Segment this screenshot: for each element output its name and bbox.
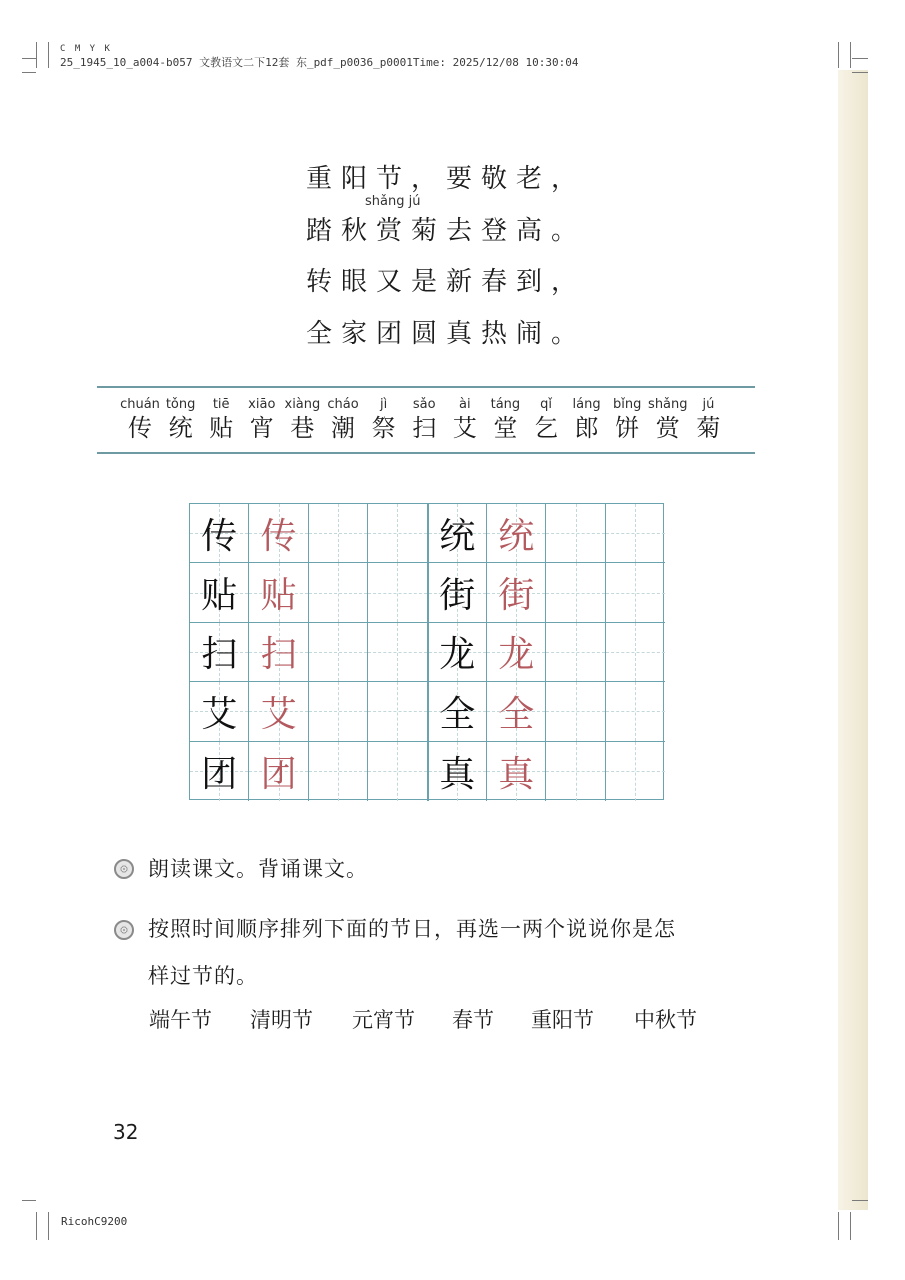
grid-cell (249, 682, 308, 741)
festival-6: 中秋节 (634, 1008, 697, 1032)
new-char-item (282, 396, 322, 442)
page-number: 32 (113, 1120, 139, 1144)
file-info: 25_1945_10_a004-b057 文教语文二下12套 东_pdf_p0036_p0001Time: 2025/12/08 10:30:04 (60, 56, 579, 69)
grid-cell (487, 742, 546, 801)
grid-cell (546, 563, 605, 622)
crop-mark-bottom-right-v (838, 1212, 839, 1240)
grid-cell (428, 682, 487, 741)
printer-code: RicohC9200 (61, 1215, 128, 1228)
new-char-hanzi: 堂 (493, 414, 518, 442)
new-char-pinyin: cháo (327, 397, 359, 412)
grid-cell (428, 563, 487, 622)
new-char-hanzi: 艾 (452, 414, 477, 442)
new-char-item (567, 396, 607, 442)
new-char-hanzi: 巷 (290, 414, 315, 442)
new-char-hanzi: 郎 (574, 414, 599, 442)
grid-cell (428, 504, 487, 563)
new-char-item (485, 396, 525, 442)
grid-cell (487, 623, 546, 682)
new-char-item (688, 396, 728, 442)
grid-cell (606, 504, 665, 563)
grid-cell (546, 504, 605, 563)
read-aloud-icon (114, 859, 134, 879)
grid-cell (546, 742, 605, 801)
festival-2: 清明节 (250, 1008, 313, 1032)
grid-cell (309, 563, 368, 622)
new-char-pinyin: xiàng (284, 397, 321, 412)
new-char-item (607, 396, 647, 442)
crop-mark-top-right-h (852, 58, 868, 59)
new-char-hanzi: 饼 (615, 414, 640, 442)
trace-character: 扫 (260, 634, 297, 676)
trace-character: 统 (498, 515, 535, 557)
grid-cell (487, 563, 546, 622)
trace-character: 街 (498, 575, 535, 617)
new-char-item (404, 396, 444, 442)
discuss-icon (114, 920, 134, 940)
task-1-text: 朗读课文。背诵课文。 (148, 857, 368, 881)
grid-cell (487, 682, 546, 741)
festival-3: 元宵节 (352, 1008, 415, 1032)
new-char-pinyin: qǐ (540, 397, 552, 412)
model-character: 街 (439, 575, 476, 617)
grid-cell (606, 682, 665, 741)
grid-cell (190, 623, 249, 682)
grid-cell (368, 682, 427, 741)
crop-mark-top-right-h2 (852, 72, 868, 73)
new-char-hanzi: 贴 (209, 414, 234, 442)
grid-cell (309, 504, 368, 563)
new-char-pinyin: láng (572, 397, 601, 412)
new-char-pinyin: jì (379, 397, 388, 412)
grid-cell (487, 504, 546, 563)
crop-mark-bottom-left-h (22, 1200, 36, 1201)
grid-cell (428, 742, 487, 801)
new-char-pinyin: chuán (120, 397, 160, 412)
grid-cell (368, 623, 427, 682)
color-codes: C M Y K (60, 44, 112, 54)
new-char-pinyin: sǎo (412, 397, 436, 412)
grid-cell (546, 623, 605, 682)
grid-cell (309, 682, 368, 741)
poem-pinyin-annotation: shǎng jú (365, 194, 421, 209)
band-bottom-line (97, 452, 755, 454)
grid-cell (606, 742, 665, 801)
new-char-hanzi: 宵 (249, 414, 274, 442)
crop-mark-bottom-right-v2 (850, 1212, 851, 1240)
grid-cell (190, 682, 249, 741)
trace-character: 龙 (498, 634, 535, 676)
festival-4: 春节 (452, 1008, 494, 1032)
task-2-line-2: 样过节的。 (148, 964, 258, 988)
new-char-item (526, 396, 566, 442)
new-char-hanzi: 统 (168, 414, 193, 442)
grid-cell (309, 623, 368, 682)
poem-line-4: 全家团圆真热闹。 (306, 319, 587, 349)
model-character: 统 (439, 515, 476, 557)
new-char-pinyin: shǎng (648, 397, 688, 412)
new-char-pinyin: xiāo (248, 397, 276, 412)
trace-character: 全 (498, 693, 535, 735)
new-char-item (161, 396, 201, 442)
grid-cell (249, 504, 308, 563)
writing-grid (189, 503, 664, 800)
model-character: 龙 (439, 634, 476, 676)
model-character: 真 (439, 753, 476, 795)
crop-mark-top-left-v2 (48, 42, 49, 68)
new-char-pinyin: tiē (212, 397, 230, 412)
new-char-hanzi: 菊 (696, 414, 721, 442)
new-char-item (445, 396, 485, 442)
new-char-item (648, 396, 688, 442)
festival-1: 端午节 (149, 1008, 212, 1032)
model-character: 传 (201, 515, 238, 557)
crop-mark-bottom-left-v2 (48, 1212, 49, 1240)
new-char-hanzi: 乞 (534, 414, 558, 442)
model-character: 团 (201, 753, 238, 795)
crop-mark-bottom-left-v (36, 1212, 37, 1240)
crop-mark-top-left-h (22, 72, 36, 73)
grid-cell (249, 742, 308, 801)
model-character: 贴 (201, 575, 238, 617)
trace-character: 艾 (260, 693, 297, 735)
new-char-item (120, 396, 160, 442)
grid-cell (190, 504, 249, 563)
grid-cell (249, 563, 308, 622)
task-2-line-1: 按照时间顺序排列下面的节日，再选一两个说说你是怎 (148, 917, 676, 941)
grid-cell (368, 504, 427, 563)
grid-cell (190, 563, 249, 622)
new-char-hanzi: 扫 (412, 414, 437, 442)
grid-cell (368, 563, 427, 622)
crop-mark-top-right-v (838, 42, 839, 68)
crop-mark-bottom-right-h (852, 1200, 868, 1201)
new-char-pinyin: táng (490, 397, 521, 412)
grid-cell (190, 742, 249, 801)
model-character: 全 (439, 693, 476, 735)
trace-character: 真 (498, 753, 535, 795)
trace-character: 团 (260, 753, 297, 795)
new-char-item (323, 396, 363, 442)
festival-5: 重阳节 (531, 1008, 594, 1032)
new-char-pinyin: ài (459, 397, 471, 412)
new-char-pinyin: jú (702, 397, 715, 412)
poem-line-2: 踏秋赏菊去登高。 (306, 216, 587, 246)
page-edge-strip (838, 70, 868, 1210)
grid-cell (546, 682, 605, 741)
new-char-hanzi: 祭 (371, 414, 396, 442)
grid-cell (249, 623, 308, 682)
crop-mark-top-left-v (36, 42, 37, 68)
poem-line-3: 转眼又是新春到， (306, 267, 587, 297)
grid-cell (606, 563, 665, 622)
new-char-hanzi: 传 (128, 414, 152, 442)
grid-cell (309, 742, 368, 801)
trace-character: 传 (260, 515, 297, 557)
grid-cell (606, 623, 665, 682)
new-char-item (242, 396, 282, 442)
new-char-item (201, 396, 241, 442)
new-char-pinyin: bǐng (613, 397, 642, 412)
poem-line-1: 重阳节，要敬老， (306, 164, 587, 194)
new-char-pinyin: tǒng (165, 397, 196, 412)
new-char-item (364, 396, 404, 442)
new-char-hanzi: 赏 (655, 414, 680, 442)
crop-mark-top-left-h2 (22, 58, 36, 59)
model-character: 艾 (201, 693, 238, 735)
crop-mark-top-right-v2 (850, 42, 851, 68)
trace-character: 贴 (260, 575, 297, 617)
grid-cell (428, 623, 487, 682)
grid-cell (368, 742, 427, 801)
model-character: 扫 (201, 634, 238, 676)
band-top-line (97, 386, 755, 388)
new-char-hanzi: 潮 (331, 414, 355, 442)
